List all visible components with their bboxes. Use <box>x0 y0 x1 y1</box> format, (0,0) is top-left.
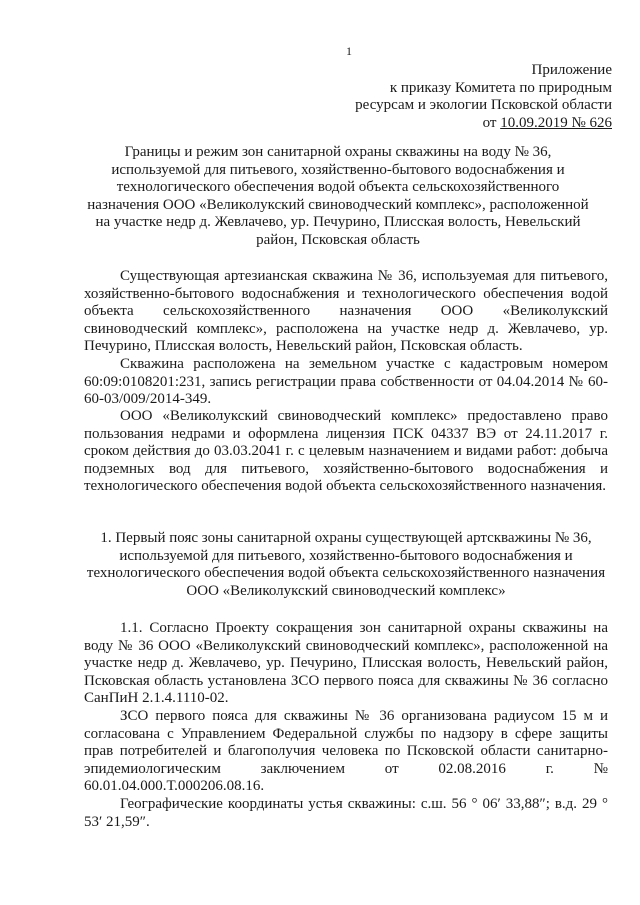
paragraph-coordinates: Географические координаты устья скважины: с.ш. 56 ° 06′ 33,88″; в.д. 29 ° 53′ 21,59″. <box>84 796 608 830</box>
appendix-line-2: к приказу Комитета по природным <box>389 79 612 96</box>
appendix-date-prefix: от <box>482 114 501 131</box>
appendix-line-1: Приложение <box>531 62 612 78</box>
appendix-line-3: ресурсам и экологии Псковской области <box>355 97 612 113</box>
appendix-header <box>355 62 612 132</box>
paragraph-land-plot: Скважина расположена на земельном участке с кадастровым номером 60:09:0108201:231, запись регистрации права собственности от 04.04.2014 № 60-60-03/009/2014-349. <box>84 356 608 407</box>
document-title: Границы и режим зон санитарной охраны скважины на воду № 36, используемой для питьевого, хозяйственно-бытового водоснабжения и технологического обеспечения водой объекта сельскохозяйственного назначения ООО «Великолукский свиноводческий комплекс», расположенной на участке недр д. Жевлачево, ур. Печурино, Плисская волость, Невельский район, Псковская область <box>87 144 589 248</box>
paragraph-1-1: 1.1. Согласно Проекту сокращения зон санитарной охраны скважины на воду № 36 ООО «Великолукский свиноводческий комплекс», расположенной на участке недр д. Жевлачево, ур. Печурино, Плисская волость, Невельский район, Псковская область установлена ЗСО первого пояса для скважины № 36 согласно СанПиН 2.1.4.1110-02. <box>84 620 608 706</box>
appendix-date-value: 10.09.2019 № 626 <box>500 114 612 131</box>
section-1-heading: 1. Первый пояс зоны санитарной охраны существующей артскважины № 36, используемой для питьевого, хозяйственно-бытового водоснабжения и технологического обеспечения водой объекта сельскохозяйственного назначения ООО «Великолукский свиноводческий комплекс» <box>86 530 606 599</box>
appendix-date-line <box>355 115 612 133</box>
paragraph-license: ООО «Великолукский свиноводческий комплекс» предоставлено право пользования недрами и оформлена лицензия ПСК 04337 ВЭ от 24.11.2017 г. сроком действия до 03.03.2041 г. с целевым назначением и видами работ: добыча подземных вод для питьевого, хозяйственно-бытового водоснабжения и технологического обеспечения водой объекта сельскохозяйственного назначения. <box>84 408 608 494</box>
paragraph-first-belt-radius: ЗСО первого пояса для скважины № 36 организована радиусом 15 м и согласована с Управлением Федеральной службы по надзору в сфере защиты прав потребителей и благополучия человека по Псковской области санитарно-эпидемиологическим заключением от 02.08.2016 г. № 60.01.04.000.Т.000206.08.16. <box>84 708 608 794</box>
paragraph-well-description: Существующая артезианская скважина № 36, используемая для питьевого, хозяйственно-бытового водоснабжения и технологического обеспечения водой объекта сельскохозяйственного назначения ООО «Великолукский свиноводческий комплекс», расположена на участке недр д. Жевлачево, ур. Печурино, Плисская волость, Невельский район, Псковская область. <box>84 268 608 354</box>
page-number: 1 <box>346 44 352 58</box>
